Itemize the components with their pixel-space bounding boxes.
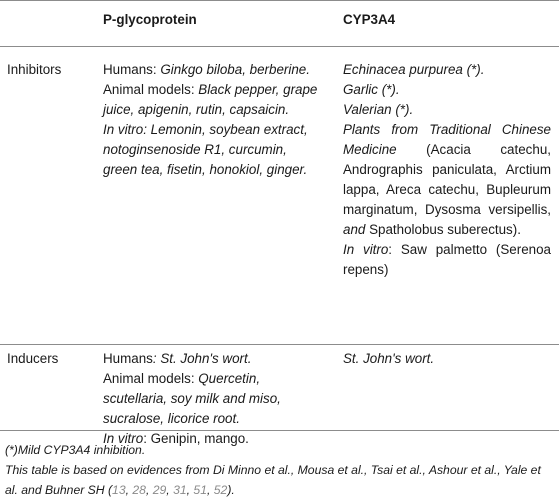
footnote-mild-inhibition: (*)Mild CYP3A4 inhibition. [5,443,146,457]
footnote-sources-text: This table is based on evidences from Di Minno et al., Mousa et al., Tsai et al., Ashour et al., Yale et al. and Buhner SH ( [5,463,541,497]
cyp-in-vitro-label: In vitro [343,242,389,257]
header-p-glycoprotein: P-glycoprotein [103,12,197,27]
inducers-animal-items: Quercetin, scutellaria, soy milk and miso, sucralose, licorice root. [103,371,281,426]
cyp-in-vitro-items: : Saw palmetto (Serenoa repens) [343,242,551,277]
tcm-label: Plants from Traditional Chinese Medicine [343,122,551,157]
tcm-last-item: Spatholobus suberectus). [369,222,521,237]
header-cyp3a4: CYP3A4 [343,12,396,27]
reference-link[interactable]: 29 [152,483,167,497]
table-footnotes [5,440,557,500]
row-label-inhibitors: Inhibitors [7,62,62,77]
animal-models-items: Black pepper, grape juice, apigenin, rutin, capsaicin. [103,82,318,117]
inducers-cyp-items: St. John's wort. [343,351,435,366]
row-label-inducers: Inducers [7,351,59,366]
in-vitro-items: : Lemonin, soybean extract, notoginsenoside R1, curcumin, green tea, fisetin, honokiol, ginger. [103,122,308,177]
header-rule [0,46,559,47]
footnote-sources-end: ). [227,483,235,497]
reference-link[interactable]: 31 [173,483,187,497]
in-vitro-label: In vitro [103,122,144,137]
inhibitors-cyp3a4-cell [343,60,551,280]
table-bottom-rule [0,430,559,431]
tcm-and: and [343,222,366,237]
garlic-item: Garlic (*). [343,82,400,97]
humans-label: Humans: [103,62,161,77]
footnote-sources: This table is based on evidences from Di Minno et al., Mousa et al., Tsai et al., Ashour et al., Yale et al. and Buhner SH (13, 28, 29, 31, 51, 52). [5,463,541,497]
table-top-rule [0,0,559,1]
inducers-pgp-cell [103,349,321,449]
inhibitors-pgp-cell [103,60,321,180]
humans-items: Ginkgo biloba, berberine. [160,62,310,77]
inducers-animal-label: Animal models: [103,371,199,386]
reference-link[interactable]: 52 [213,483,228,497]
valerian-item: Valerian (*). [343,102,414,117]
inducers-humans-items: : St. John's wort. [152,351,252,366]
inducers-humans-label: Humans [103,351,153,366]
echinacea-item: Echinacea purpurea (*). [343,62,485,77]
inducers-in-vitro-items: : Genipin, mango. [143,431,249,446]
inducers-cyp3a4-cell [343,349,551,369]
reference-link[interactable]: 28 [132,483,146,497]
tcm-items: (Acacia catechu, Andrographis paniculata, Arctium lappa, Areca catechu, Bupleurum marginatum, Dysosma versipellis, [343,142,551,217]
reference-link[interactable]: 51 [193,483,207,497]
animal-models-label: Animal models: [103,82,199,97]
reference-link[interactable]: 13 [112,483,126,497]
inducers-in-vitro-label: In vitro [103,431,144,446]
row-rule [0,344,559,345]
